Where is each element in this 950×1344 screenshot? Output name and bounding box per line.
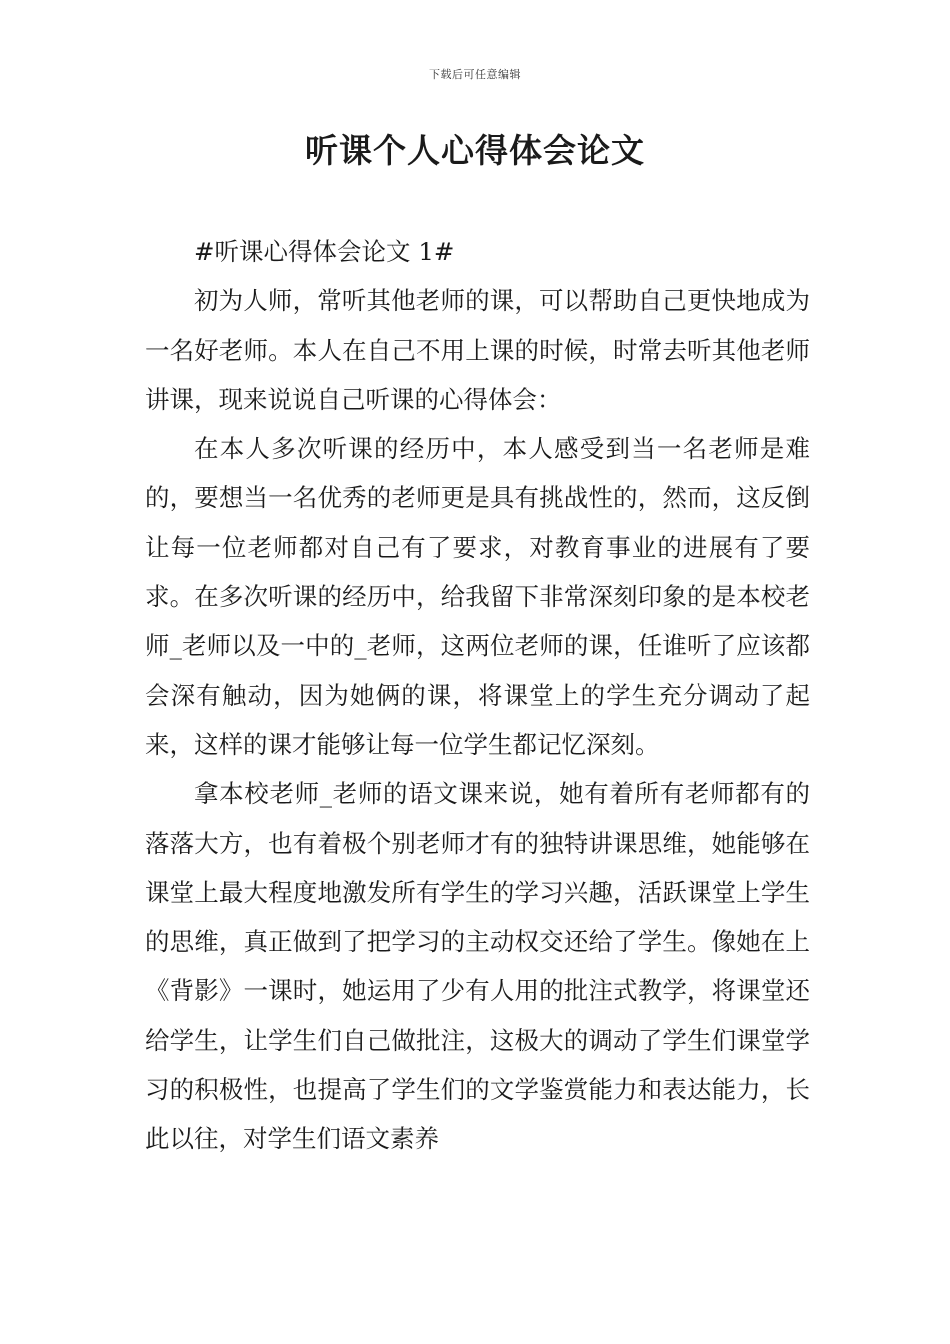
header-note: 下载后可任意编辑 [429, 68, 521, 81]
paragraph-2: 在本人多次听课的经历中，本人感受到当一名老师是难的，要想当一名优秀的老师更是具有挑战性的，然而，这反倒让每一位老师都对自己有了要求，对教育事业的进展有了要求。在多次听课的经历中，给我留下非常深刻印象的是本校老师_老师以及一中的_老师，这两位老师的课，任谁听了应该都会深有触动，因为她俩的课，将课堂上的学生充分调动了起来，这样的课才能够让每一位学生都记忆深刻。 [145, 434, 810, 759]
paragraph-3: 拿本校老师_老师的语文课来说，她有着所有老师都有的落落大方，也有着极个别老师才有的独特讲课思维，她能够在课堂上最大程度地激发所有学生的学习兴趣，活跃课堂上学生的思维，真正做到了把学习的主动权交还给了学生。像她在上《背影》一课时，她运用了少有人用的批注式教学，将课堂还给学生，让学生们自己做批注，这极大的调动了学生们课堂学习的积极性，也提高了学生们的文学鉴赏能力和表达能力，长此以往，对学生们语文素养 [145, 779, 810, 1154]
section-heading: #听课心得体会论文 1# [194, 237, 455, 266]
document-title: 听课个人心得体会论文 [305, 131, 645, 170]
document-body [145, 227, 810, 1164]
paragraph-1: 初为人师，常听其他老师的课，可以帮助自己更快地成为一名好老师。本人在自己不用上课的时候，时常去听其他老师讲课，现来说说自己听课的心得体会： [145, 286, 810, 414]
